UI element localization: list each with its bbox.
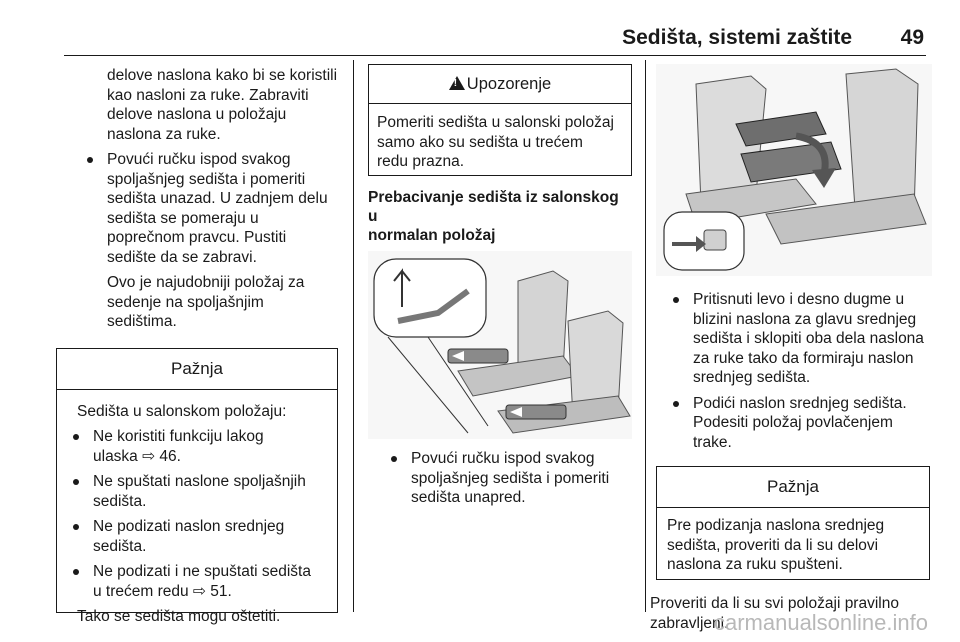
bullet-pull-handle-forward: Povući ručku ispod svakog spoljašnjeg sedišta i pomeriti sedišta unapred.	[368, 449, 632, 508]
caution-item-outer-backrests: Ne spuštati naslone spoljašnjih sedišta.	[67, 472, 327, 511]
warning-title: Upozorenje	[466, 75, 552, 93]
column-divider-2	[645, 60, 646, 612]
seat-forward-illustration	[368, 251, 632, 439]
middle-armrest-illustration	[656, 64, 932, 276]
page-title: Sedišta, sistemi zaštite	[622, 26, 852, 49]
seat-forward-drawing	[368, 251, 632, 439]
page-number: 49	[900, 26, 924, 49]
warning-header	[369, 65, 631, 104]
column-divider-1	[353, 60, 354, 612]
bullet-raise-backrest: Podići naslon srednjeg sedišta. Podesiti položaj povlačenjem trake.	[650, 394, 932, 453]
header-divider	[64, 55, 926, 56]
column-right	[650, 64, 932, 633]
caution-box-right	[656, 466, 930, 580]
caution-item-middle-backrest: Ne podizati naslon srednjeg sedišta.	[67, 517, 327, 556]
caution-title-right: Pažnja	[657, 467, 929, 508]
armrest-fold-drawing	[656, 64, 932, 276]
caution-item-third-row: Ne podizati i ne spuštati sedišta u trećem redu ⇨ 51.	[67, 562, 327, 601]
warning-box	[368, 64, 632, 176]
caution-lead: Sedišta u salonskom položaju:	[77, 402, 287, 420]
caution-title: Pažnja	[57, 349, 337, 390]
bullet-press-buttons: Pritisnuti levo i desno dugme u blizini naslona za glavu srednjeg sedišta i sklopiti oba dela naslona za ruke tako da formiraju naslon srednjeg sedišta.	[650, 290, 932, 388]
section-subheading: Prebacivanje sedišta iz salonskog u normalan položaj	[368, 189, 619, 244]
column-left	[64, 64, 344, 625]
column-middle	[368, 64, 632, 508]
bullet-pull-handle-back: Povući ručku ispod svakog spoljašnjeg sedišta i pomeriti sedišta unazad. U zadnjem delu sedišta se pomeraju u poprečnom pravcu. Pustiti sedište da se zabravi.	[64, 150, 344, 267]
caution-item-easy-entry: Ne koristiti funkciju lakog ulaska ⇨ 46.	[67, 427, 327, 466]
warning-triangle-icon	[449, 76, 465, 90]
final-check-paragraph: Proveriti da li su svi položaji pravilno zabravljeni.	[650, 595, 899, 632]
page-header	[0, 0, 960, 56]
warning-body: Pomeriti sedišta u salonski položaj samo ako su sedišta u trećem redu prazna.	[377, 114, 614, 170]
intro-paragraph: delove naslona kako bi se koristili kao nasloni za ruke. Zabraviti delove naslona u položaju naslona za ruke.	[107, 67, 338, 143]
comfort-note: Ovo je najudobniji položaj za sedenje na spoljašnjim sedištima.	[107, 274, 305, 330]
caution-closing: Tako se sedišta mogu oštetiti.	[77, 608, 281, 625]
caution-body-right: Pre podizanja naslona srednjeg sedišta, proveriti da li su delovi naslona za ruku spušteni.	[667, 517, 885, 573]
watermark: carmanualsonline.info	[713, 610, 928, 635]
caution-box-left	[56, 348, 338, 625]
